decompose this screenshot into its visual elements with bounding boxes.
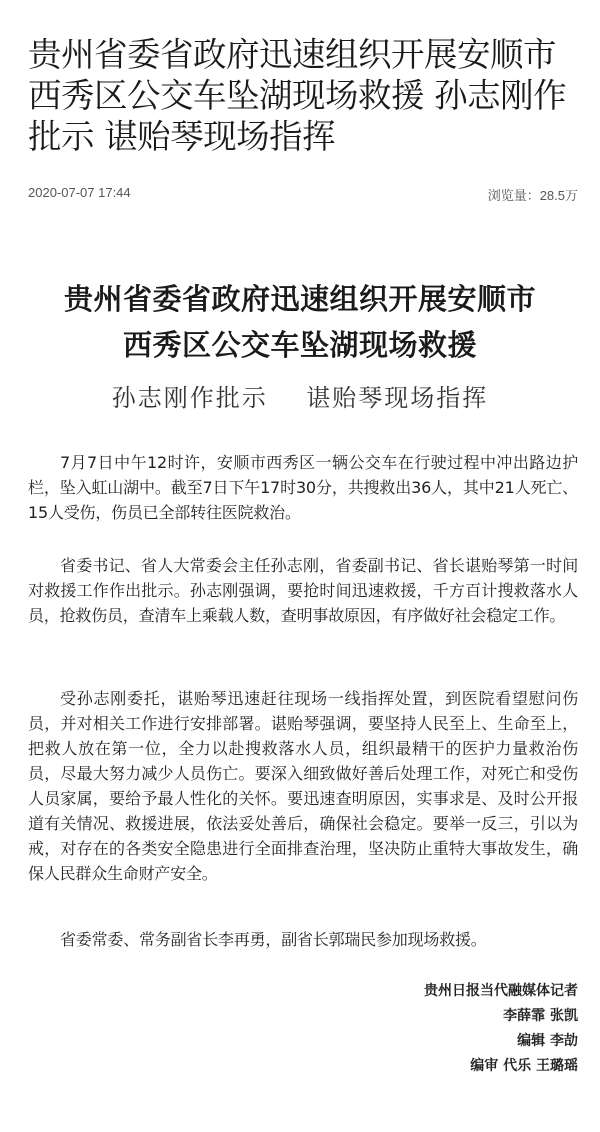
- author-signature: [424, 979, 578, 1079]
- article-title: 贵州省委省政府迅速组织开展安顺市西秀区公交车坠湖现场救援 孙志刚作批示 谌贻琴现场指挥: [28, 35, 567, 156]
- body-paragraph-3: 受孙志刚委托，谌贻琴迅速赶往现场一线指挥处置，到医院看望慰问伤员，并对相关工作进行安排部署。谌贻琴强调，要坚持人民至上、生命至上，把救人放在第一位，全力以赴搜救落水人员，组织最精干的医护力量救治伤员，尽最大努力减少人员伤亡。要深入细致做好善后处理工作，对死亡和受伤人员家属，要给予最人性化的关怀。要迅速查明原因，实事求是、及时公开报道有关情况、救援进展，依法妥处善后，确保社会稳定。要举一反三，引以为戒，对存在的各类安全隐患进行全面排查治理，坚决防止重特大事故发生，确保人民群众生命财产安全。: [28, 689, 578, 883]
- image-headline-line2: 西秀区公交车坠湖现场救援: [122, 328, 477, 362]
- image-subheadline: 孙志刚作批示 谌贻琴现场指挥: [111, 384, 489, 412]
- signature-reviewers: 编审 代乐 王璐瑶: [470, 1058, 578, 1074]
- signature-outlet: 贵州日报当代融媒体记者: [424, 983, 578, 999]
- body-paragraph-4: 省委常委、常务副省长李再勇，副省长郭瑞民参加现场救援。: [60, 930, 487, 949]
- signature-reporters: 李薛霏 张凯: [503, 1008, 578, 1024]
- article-meta: [28, 185, 578, 203]
- publish-date: 2020-07-07 17:44: [28, 185, 131, 200]
- view-count: 浏览量：28.5万: [487, 188, 578, 203]
- signature-editor: 编辑 李劼: [517, 1033, 578, 1049]
- body-paragraph-2: 省委书记、省人大常委会主任孙志刚，省委副书记、省长谌贻琴第一时间对救援工作作出批示。孙志刚强调，要抢时间迅速救援，千方百计搜救落水人员，抢救伤员，查清车上乘载人数，查明事故原因，有序做好社会稳定工作。: [28, 556, 578, 625]
- body-paragraph-1: 7月7日中午12时许，安顺市西秀区一辆公交车在行驶过程中冲出路边护栏，坠入虹山湖中。截至7日下午17时30分，共搜救出36人，其中21人死亡、15人受伤，伤员已全部转往医院救治。: [28, 453, 578, 522]
- image-headline-line1: 贵州省委省政府迅速组织开展安顺市: [63, 282, 536, 316]
